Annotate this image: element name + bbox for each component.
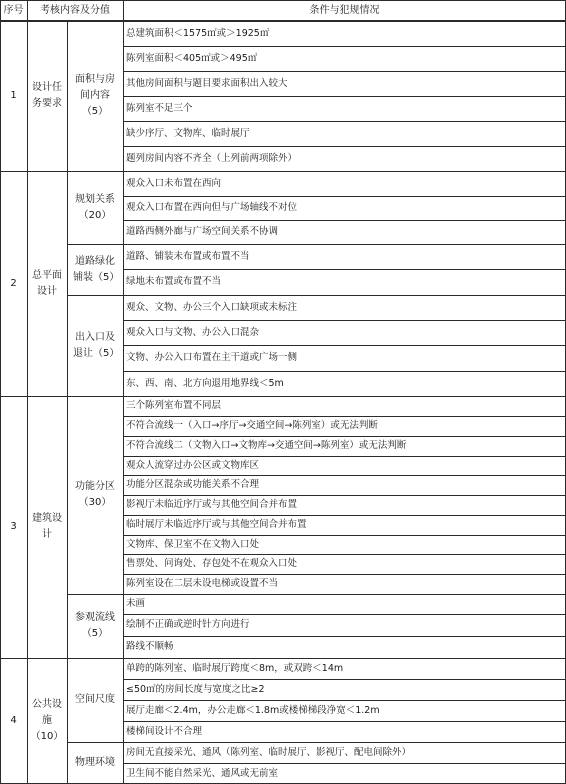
rule-line xyxy=(123,345,566,346)
rule-line xyxy=(123,456,566,457)
rule-line xyxy=(0,171,566,172)
rule-line xyxy=(0,658,566,659)
group-item: 总平面设计 xyxy=(32,269,62,297)
rule-line xyxy=(67,244,566,245)
rule-line xyxy=(123,146,566,147)
rule-line xyxy=(123,554,566,555)
rule-line xyxy=(0,396,566,397)
rule-line xyxy=(123,71,566,72)
group-number: 3 xyxy=(10,521,17,532)
rule-line xyxy=(67,742,566,743)
sub-item: 空间尺度 xyxy=(75,694,115,705)
rule-line xyxy=(123,121,566,122)
rule-line xyxy=(0,20,566,22)
rule-line xyxy=(123,535,566,536)
rule-line xyxy=(123,96,566,97)
rule-line xyxy=(123,436,566,437)
sub-item: 道路绿化铺装（5） xyxy=(73,255,120,283)
header-content: 考核内容及分值 xyxy=(40,4,110,16)
condition-row: 陈列室设在二层未设电梯或设置不当 xyxy=(126,578,279,589)
rule-line xyxy=(123,320,566,321)
condition-row: 观众人流穿过办公区或文物库区 xyxy=(126,459,260,471)
condition-row: 道路西侧外廊与广场空间关系不协调 xyxy=(126,226,279,237)
condition-row: 三个陈列室布置不同层 xyxy=(126,400,222,411)
sub-item: 功能分区（30） xyxy=(75,481,115,508)
condition-row: 临时展厅未临近序厅或与其他空间合并布置 xyxy=(126,519,307,530)
rule-line xyxy=(123,700,566,701)
condition-row: ≤50㎡的房间长度与宽度之比≥2 xyxy=(126,683,265,695)
sub-item: 出入口及退让（5） xyxy=(73,331,120,359)
rule-line xyxy=(67,594,566,595)
condition-row: 观众入口与文物、办公入口混杂 xyxy=(126,326,260,338)
group-number: 4 xyxy=(10,715,17,726)
condition-row: 题列房间内容不齐全（上列前两项除外） xyxy=(126,152,298,164)
group-item: 设计任务要求 xyxy=(32,82,62,109)
rule-line xyxy=(27,0,28,784)
group-item: 公共设施（10） xyxy=(30,699,64,742)
rule-line xyxy=(0,0,566,1)
rule-line xyxy=(123,475,566,476)
condition-row: 绿地未布置或布置不当 xyxy=(126,276,222,287)
condition-row: 单跨的陈列室、临时展厅跨度＜8m，或双跨＜14m xyxy=(126,662,344,674)
rule-line xyxy=(123,196,566,197)
condition-row: 影视厅未临近序厅或与其他空间合并布置 xyxy=(126,499,298,510)
condition-row: 缺少序厅、文物库、临时展厅 xyxy=(126,127,250,139)
condition-row: 路线不顺畅 xyxy=(126,641,174,652)
condition-row: 观众、文物、办公三个入口缺项或未标注 xyxy=(126,301,298,313)
rule-line xyxy=(123,220,566,221)
condition-row: 绘制不正确或逆时针方向进行 xyxy=(126,619,250,630)
rule-line xyxy=(123,416,566,417)
condition-row: 观众入口布置在西向但与广场轴线不对位 xyxy=(126,202,298,213)
condition-row: 东、西、南、北方向退用地界线＜5m xyxy=(126,377,284,389)
header-no: 序号 xyxy=(3,4,24,16)
condition-row: 未画 xyxy=(126,598,146,609)
rule-line xyxy=(123,495,566,496)
rule-line xyxy=(123,636,566,637)
rule-line xyxy=(123,269,566,270)
sub-item: 参观流线（5） xyxy=(75,612,115,639)
sub-item: 面积与房间内容（5） xyxy=(75,74,115,117)
group-item: 建筑设计 xyxy=(32,513,62,540)
header-condition: 条件与犯规情况 xyxy=(309,4,380,16)
rule-line xyxy=(123,763,566,764)
condition-row: 不符合流线一（入口→序厅→交通空间→陈列室）或无法判断 xyxy=(126,420,378,431)
condition-row: 陈列室不足三个 xyxy=(126,102,193,114)
condition-row: 观众入口未布置在西向 xyxy=(126,177,222,189)
condition-row: 总建筑面积＜1575㎡或＞1925㎡ xyxy=(126,27,270,39)
rule-line xyxy=(123,679,566,680)
condition-row: 售票处、问询处、存包处不在观众入口处 xyxy=(126,558,298,569)
sub-item: 规划关系（20） xyxy=(75,193,115,221)
rule-line xyxy=(67,21,68,784)
condition-row: 道路、铺装未布置或布置不当 xyxy=(126,250,250,262)
condition-row: 文物库、保卫室不在文物入口处 xyxy=(126,538,260,550)
rule-line xyxy=(123,721,566,722)
rule-line xyxy=(123,0,124,784)
rule-line xyxy=(123,46,566,47)
rule-line xyxy=(123,515,566,516)
condition-row: 房间无直接采光、通风（陈列室、临时展厅、影视厅、配电间除外） xyxy=(126,746,412,758)
condition-row: 其他房间面积与题目要求面积出入较大 xyxy=(126,77,288,89)
sub-item: 物理环境 xyxy=(75,757,115,768)
condition-row: 功能分区混杂或功能关系不合理 xyxy=(126,479,260,490)
condition-row: 文物、办公入口布置在主干道或广场一侧 xyxy=(126,352,298,363)
condition-row: 楼梯间设计不合理 xyxy=(126,725,203,737)
rule-line xyxy=(0,0,1,784)
rule-line xyxy=(123,614,566,615)
rule-line xyxy=(123,574,566,575)
condition-row: 陈列室面积＜405㎡或＞495㎡ xyxy=(126,52,258,64)
condition-row: 不符合流线二（文物入口→文物库→交通空间→陈列室）或无法判断 xyxy=(126,440,407,451)
rule-line xyxy=(67,295,566,296)
condition-row: 展厅走廊＜2.4m，办公走廊＜1.8m或楼梯梯段净宽＜1.2m xyxy=(126,704,380,716)
rule-line xyxy=(123,371,566,372)
group-number: 1 xyxy=(10,90,17,101)
group-number: 2 xyxy=(10,277,17,289)
condition-row: 卫生间不能自然采光、通风或无前室 xyxy=(126,767,279,779)
